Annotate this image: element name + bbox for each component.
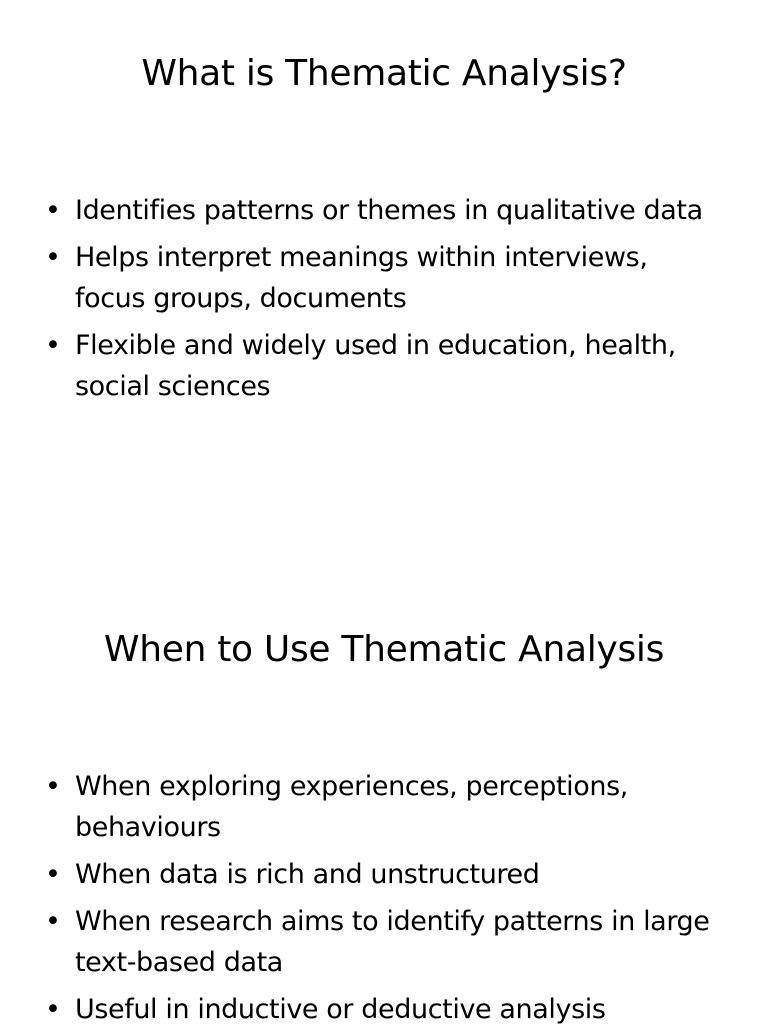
bullet-text: Useful in inductive or deductive analysis bbox=[75, 994, 606, 1024]
bullet-item bbox=[0, 854, 768, 895]
bullet-icon: • bbox=[45, 994, 61, 1024]
bullet-text: Identifies patterns or themes in qualitative data bbox=[75, 195, 703, 226]
bullet-text: When data is rich and unstructured bbox=[75, 859, 540, 890]
bullet-item bbox=[0, 901, 768, 983]
bullet-item bbox=[0, 766, 768, 848]
slide-title: When to Use Thematic Analysis bbox=[103, 629, 665, 670]
bullet-text: When exploring experiences, perceptions, behaviours bbox=[75, 771, 628, 843]
slide-when-to-use bbox=[0, 576, 768, 1024]
bullet-item bbox=[0, 325, 768, 407]
bullet-icon: • bbox=[45, 906, 61, 937]
bullet-icon: • bbox=[45, 195, 61, 226]
bullet-item bbox=[0, 190, 768, 231]
bullet-text: Flexible and widely used in education, health, social sciences bbox=[75, 330, 676, 402]
bullet-icon: • bbox=[45, 859, 61, 890]
bullet-list bbox=[0, 190, 768, 413]
slide-title: What is Thematic Analysis? bbox=[141, 53, 627, 94]
bullet-text: Helps interpret meanings within interviews, focus groups, documents bbox=[75, 242, 648, 314]
bullet-text: When research aims to identify patterns in large text-based data bbox=[75, 906, 710, 978]
bullet-icon: • bbox=[45, 242, 61, 273]
bullet-icon: • bbox=[45, 771, 61, 802]
bullet-list bbox=[0, 766, 768, 1024]
bullet-icon: • bbox=[45, 330, 61, 361]
bullet-item bbox=[0, 237, 768, 319]
bullet-item bbox=[0, 989, 768, 1024]
